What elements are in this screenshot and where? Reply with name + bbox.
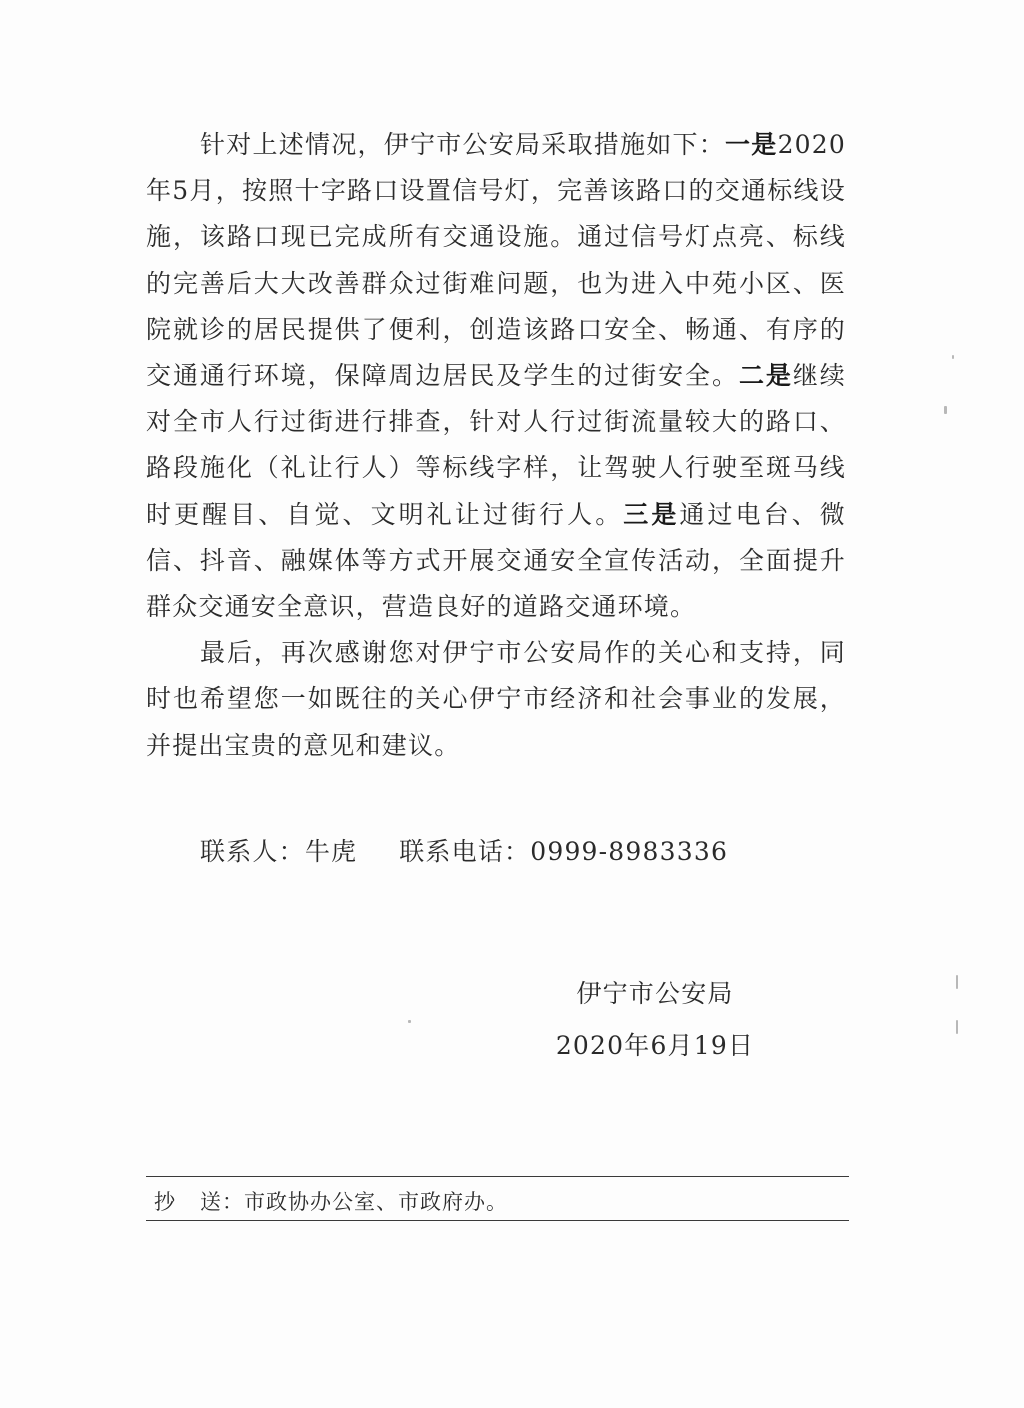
signature-block <box>540 968 770 1072</box>
scan-speck <box>944 406 947 414</box>
contact-phone: 0999-8983336 <box>530 837 729 866</box>
cc-bottom-rule <box>146 1220 849 1221</box>
scan-speck <box>956 975 958 989</box>
contact-person-label: 联系人： <box>200 837 305 866</box>
cc-label-second: 送： <box>200 1190 244 1214</box>
letter-body <box>146 122 846 769</box>
paragraph-text: 继续对全市人行过街进行排查，针对人行过街流量较大的路口、路段施化（礼让行人）等标线字样，让驾驶人行驶至斑马线时更醒目、自觉、文明礼让过街行人。 <box>146 361 846 529</box>
cc-label-first: 抄 <box>154 1190 176 1214</box>
contact-phone-label: 联系电话： <box>399 837 531 866</box>
letter-paragraph <box>146 630 846 769</box>
cc-recipients: 市政协办公室、市政府办。 <box>244 1190 508 1214</box>
contact-line <box>200 832 728 868</box>
signature-organization: 伊宁市公安局 <box>576 979 734 1008</box>
scan-speck <box>952 355 954 359</box>
scan-speck <box>408 1020 411 1023</box>
cc-line <box>154 1186 508 1216</box>
contact-person: 牛虎 <box>304 837 358 866</box>
paragraph-text: 2020年5月，按照十字路口设置信号灯，完善该路口的交通标线设施，该路口现已完成所有交通设施。通过信号灯点亮、标线的完善后大大改善群众过街难问题，也为进入中苑小区、医院就诊的居民提供了便利，创造该路口安全、畅通、有序的交通通行环境，保障周边居民及学生的过街安全。 <box>146 130 846 391</box>
emphasis-marker: 三是 <box>623 499 680 529</box>
emphasis-marker: 一是 <box>725 130 778 159</box>
paragraph-text: 最后，再次感谢您对伊宁市公安局作的关心和支持，同时也希望您一如既往的关心伊宁市经济和社会事业的发展，并提出宝贵的意见和建议。 <box>146 638 846 760</box>
signature-date: 2020年6月19日 <box>555 1031 755 1060</box>
paragraph-text: 针对上述情况，伊宁市公安局采取措施如下： <box>200 130 726 159</box>
paragraph-text: 通过电台、微信、抖音、融媒体等方式开展交通安全宣传活动，全面提升群众交通安全意识，营造良好的道路交通环境。 <box>146 499 846 622</box>
cc-top-rule <box>146 1176 849 1177</box>
scan-speck <box>956 1020 958 1034</box>
emphasis-marker: 二是 <box>738 361 793 391</box>
letter-paragraph <box>146 122 846 630</box>
